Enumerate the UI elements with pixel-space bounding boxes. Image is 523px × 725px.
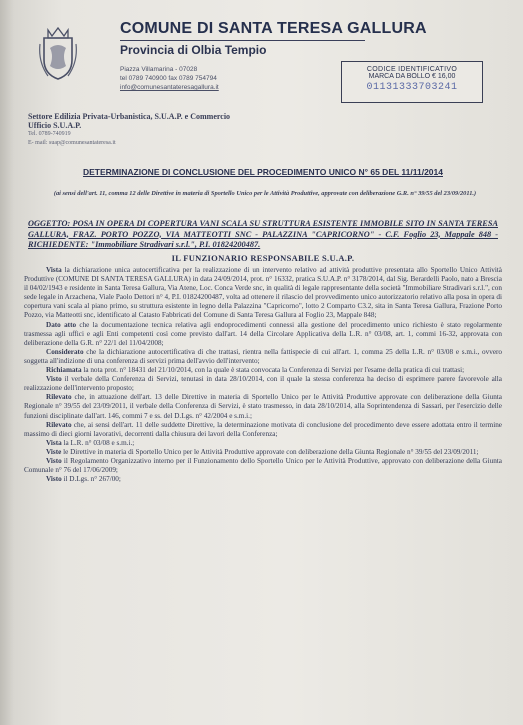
municipality-title: COMUNE DI SANTA TERESA GALLURA — [120, 20, 427, 37]
header-divider — [120, 40, 365, 41]
paragraph: Visto il D.Lgs. n° 267/00; — [46, 475, 121, 484]
phone-line: tel 0789 740900 fax 0789 754794 — [120, 75, 217, 82]
office-phone: Tel. 0789-740919 — [28, 131, 71, 137]
paragraph: Vista la dichiarazione unica autocertificativa per la realizzazione di un intervento relativo ad attività produttive presentata allo Sportello Unico Attività Produttive (COMUNE DI SANTA TERESA GALLURA) in data 24/09/2014, prot. n° 16332, pratica S.U.A.P. n° 3178/2014, dal Sig. Berardelli Paolo, nato a Brescia il 04/02/1943 e residente in Santa Teresa Gallura, Via Atene, Loc. Conca Verde snc, in qualità di legale rappresentante della società "Immobiliare Stradivari s.r.l.", con sede legale in Arzachena, Viale Paolo Dettori n° 4, P.I. 01824200487, volta ad ottenere il rilascio del provvedimento unico autorizzatorio relativo alla posa in opera di copertura vani scala al piano primo, su struttura esistente in legno della Palazzina "Capricorno", lotto 2 Comparto C3.2, sita in Santa Teresa Gallura, Frazione Porto Pozzo, via Matteotti snc, identificato al Catasto Fabbricati del Comune di Santa Teresa Gallura al Foglio 23, Mappale 848; — [24, 266, 502, 320]
email-link[interactable]: info@comunesantateresagallura.it — [120, 84, 219, 91]
paragraph: Visto il Regolamento Organizzativo interno per il Funzionamento dello Sportello Unico per le Attività Produttive, approvato con deliberazione della Giunta Comunale n° 76 del 17/06/2009; — [24, 456, 502, 475]
stamp-label: CODICE IDENTIFICATIVO — [366, 66, 458, 73]
stamp-code: 01131333703241 — [366, 82, 458, 93]
contact-block — [120, 65, 219, 92]
determination-title: DETERMINAZIONE DI CONCLUSIONE DEL PROCEDIMENTO UNICO N° 65 DEL 11/11/2014 — [82, 167, 443, 177]
paragraph: Viste le Direttive in materia di Sportello Unico per le Attività Produttive approvate con deliberazione della Giunta Regionale n° 39/55 del 23/09/2011; — [46, 447, 479, 456]
province-subtitle: Provincia di Olbia Tempio — [120, 43, 267, 57]
paragraph: Dato atto che la documentazione tecnica relativa agli endoprocedimenti connessi alla gestione del procedimento unico richiesto è stato regolarmente trasmessa agli uffici e agli Enti competenti così come previsto dall'art. 14 della Circolare Applicativa della L.R. n° 03/08, art. 1, commi 16-32, approvata con deliberazione della G.R. n° 22/1 del 11/04/2008; — [24, 320, 502, 347]
body-text — [24, 266, 502, 484]
determination-note: (ai sensi dell'art. 11, comma 12 delle Direttive in materia di Sportello Unico per le Attività Produttive, approvate con deliberazione G.R. n° 39/55 del 23/09/2011.) — [53, 190, 477, 197]
section-title: IL FUNZIONARIO RESPONSABILE S.U.A.P. — [171, 253, 355, 263]
scan-shadow — [0, 0, 14, 725]
paragraph: Visto il verbale della Conferenza di Servizi, tenutasi in data 28/10/2014, con il quale la stessa conferenza ha deciso di esprimere parere favorevole alla realizzazione dell'intervento proposto; — [24, 375, 502, 393]
address-line: Piazza Villamarina - 07028 — [120, 66, 198, 73]
office-department: Settore Edilizia Privata-Urbanistica, S.U.A.P. e Commercio — [28, 112, 231, 121]
office-email: E- mail: suap@comunesantateresa.it — [28, 140, 116, 146]
stamp-value-label: MARCA DA BOLLO € 16,00 — [368, 73, 456, 80]
paragraph: Vista la L.R. n° 03/08 e s.m.i.; — [46, 438, 135, 447]
paragraph: Richiamata la nota prot. n° 18431 del 21/10/2014, con la quale è stata convocata la Conferenza di Servizi per l'esame della pratica di cui trattasi; — [46, 366, 465, 375]
paragraph: Considerato che la dichiarazione autocertificativa di che trattasi, rientra nella fattispecie di cui all'art. 1, comma 25 della L.R. n° 03/08 e s.m.i., ovvero soggetta all'indizione di una conferenza di servizi prima dell'avvio dell'intervento; — [24, 347, 502, 365]
paragraph: Rilevato che, in attuazione dell'art. 13 delle Direttive in materia di Sportello Unico per le Attività Produttive approvate con deliberazione della Giunta Regionale n° 39/55 del 23/09/2011, il verbale della Conferenza di Servizi, è stato trasmesso, in data 28/10/2014, alla Soprintendenza di Sassari, per l'esercizio delle funzioni disciplinate dall'art. 146, commi 7 e ss. del D.Lgs. n° 42/2004 e s.m.i.; — [24, 393, 502, 420]
subject-paragraph: OGGETTO: POSA IN OPERA DI COPERTURA VANI SCALA SU STRUTTURA ESISTENTE IMMOBILE SITO IN SANTA TERESA GALLURA, FRAZ. PORTO POZZO, VIA MATTEOTTI SNC - PALAZZINA "CAPRICORNO" - C.F. Foglio 23, Mappale 848 - RICHIEDENTE: "Immobiliare Stradivari s.r.l.", P.I. 01824200487. — [28, 219, 498, 249]
office-block — [28, 112, 230, 148]
municipal-crest-icon — [38, 26, 78, 82]
office-unit: Ufficio S.U.A.P. — [28, 121, 82, 130]
revenue-stamp-box — [341, 61, 483, 103]
paragraph: Rilevato che, ai sensi dell'art. 11 delle suddette Direttive, la determinazione motivata di conclusione del procedimento deve essere adottata entro il termine massimo di dieci giorni lavorativi, decorrenti dalla chiusura dei lavori della Conferenza; — [24, 420, 502, 438]
